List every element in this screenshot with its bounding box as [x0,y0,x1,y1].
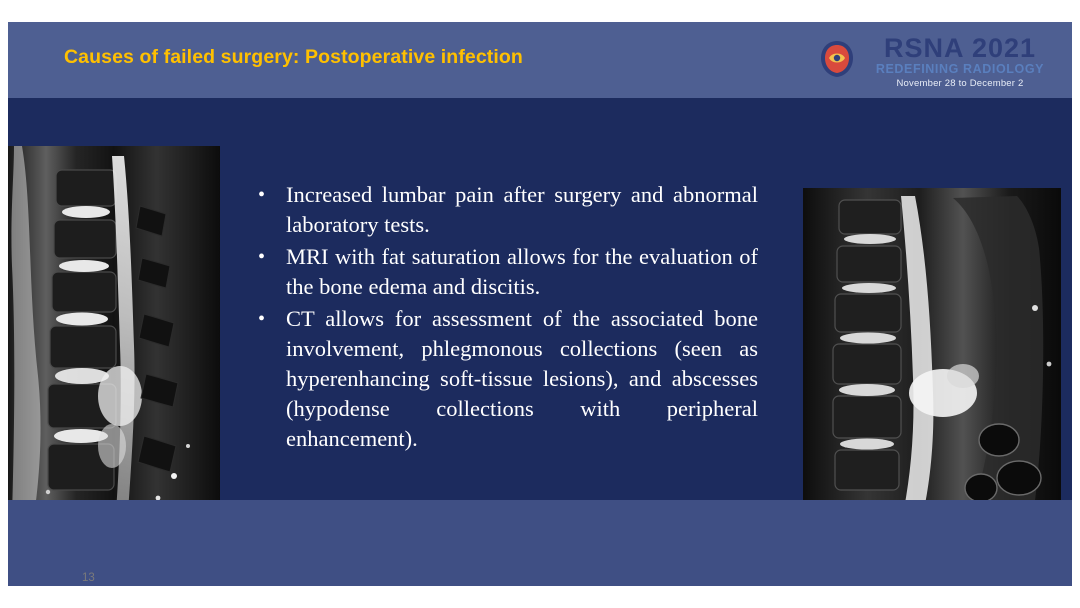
bullet-text: MRI with fat saturation allows for the evaluation of the bone edema and discitis. [286,244,758,299]
bullet-list [258,180,758,456]
mri-right-graphic [803,188,1061,518]
bullet-icon: • [258,246,266,268]
slide-bottom-band [8,500,1072,586]
slide-header-band [8,22,1072,98]
sagittal-mri-lumbar-spine-postcontrast [803,188,1061,518]
bullet-icon: • [258,184,266,206]
mri-left-graphic [8,146,220,518]
slide-frame [8,22,1072,586]
page-title: Causes of failed surgery: Postoperative infection [64,46,523,68]
rsna-logo-text [864,34,1056,90]
rsna-logo-main: RSNA 2021 [883,33,1037,63]
rsna-logo-dates: November 28 to December 2 [896,78,1024,89]
bullet-text: CT allows for assessment of the associated bone involvement, phlegmonous collections (seen as hyperenhancing soft-tissue lesions), and abscesses (hypodense collections with peripheral enhancement). [286,306,758,451]
list-item [258,180,758,240]
rsna-logo-tagline: REDEFINING RADIOLOGY [875,62,1045,76]
sagittal-mri-lumbar-spine-fat-sat [8,146,220,518]
rsna-emblem-icon [816,38,858,80]
slide-number: 13 [82,572,95,584]
bullet-text: Increased lumbar pain after surgery and abnormal laboratory tests. [286,182,758,237]
rsna-logo [808,34,1058,92]
list-item [258,242,758,302]
bullet-icon: • [258,308,266,330]
list-item [258,304,758,454]
